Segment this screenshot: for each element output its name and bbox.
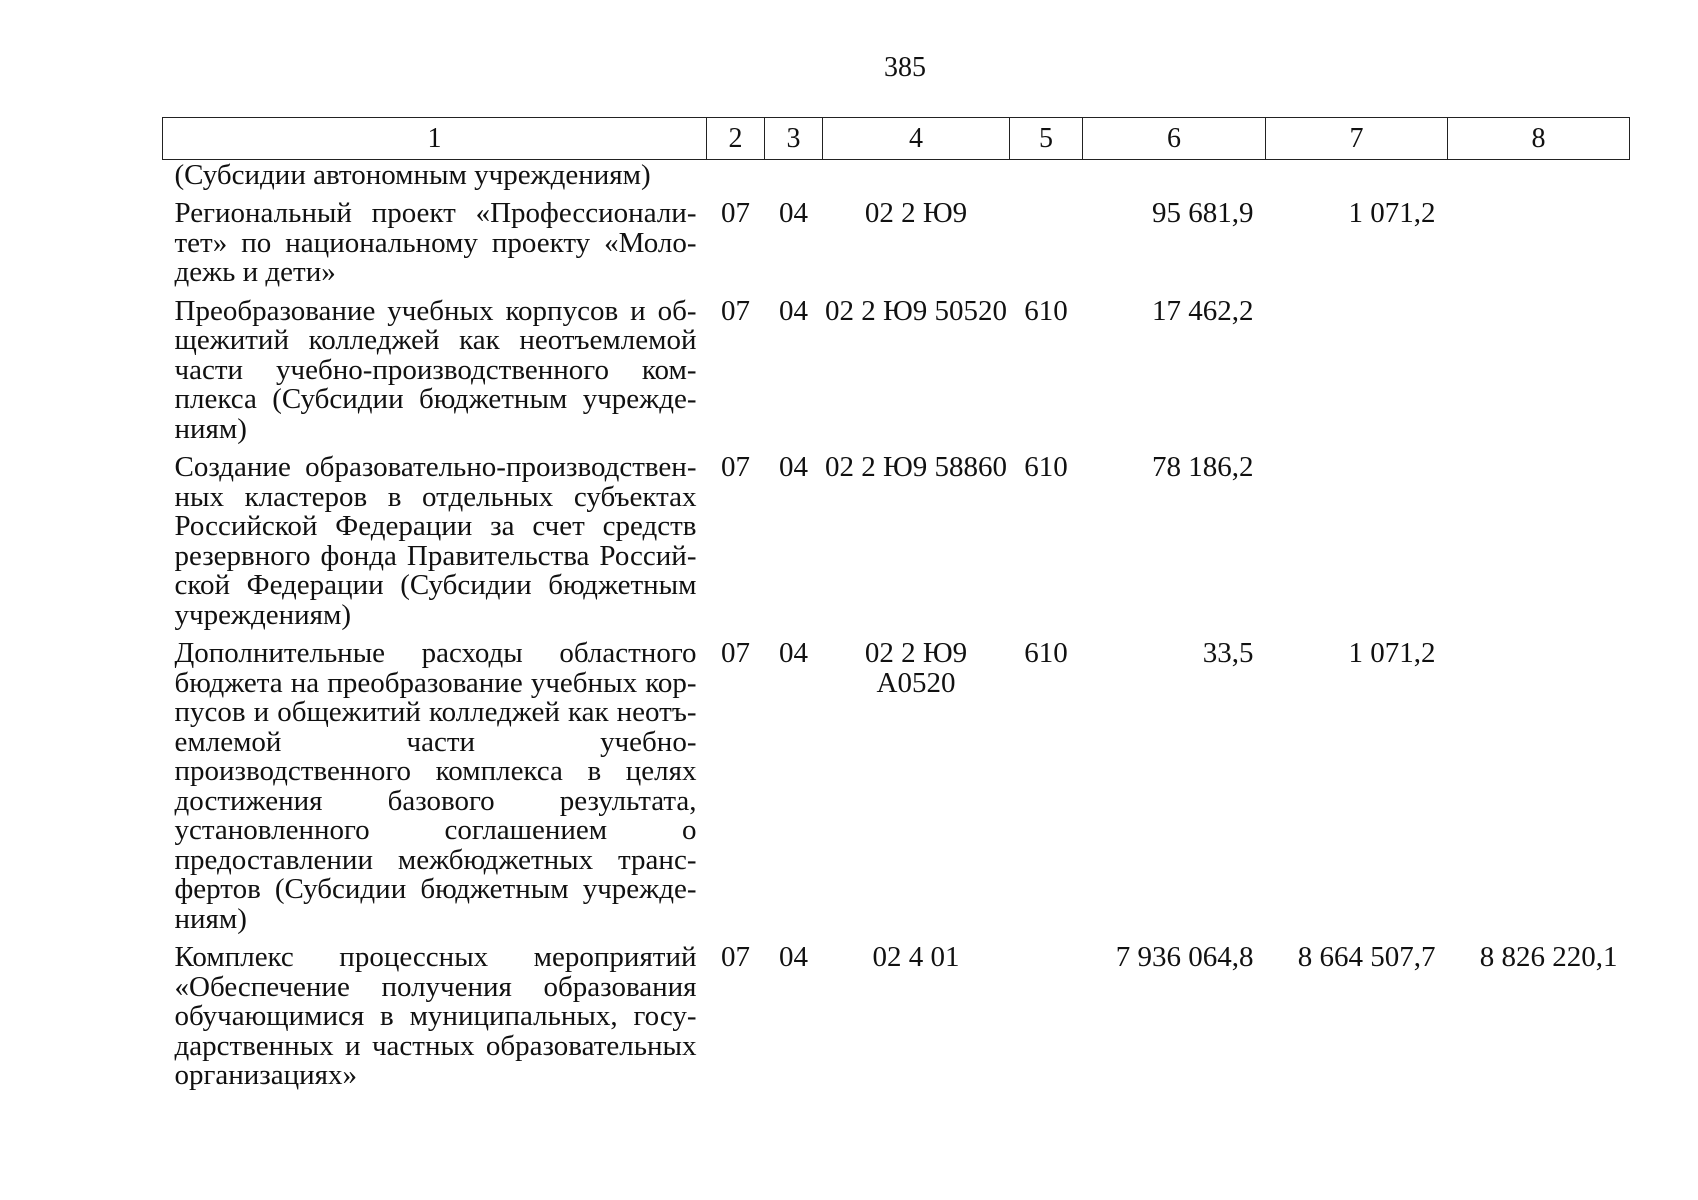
column-header: 7 — [1266, 118, 1448, 160]
cell-section: 07 — [721, 637, 750, 669]
table-row — [163, 639, 1630, 943]
table-row — [163, 943, 1630, 1100]
cell-amount-col8 — [1448, 639, 1630, 943]
cell-amount-col6: 33,5 — [1202, 637, 1254, 669]
cell-subsection: 04 — [779, 294, 808, 327]
cell-amount-col7 — [1266, 453, 1448, 639]
cell-amount-col8 — [1448, 297, 1630, 454]
cell-target-article: 02 2 Ю9 А0520 — [864, 637, 968, 699]
cell-expense-type — [1010, 943, 1083, 1100]
page-number: 385 — [884, 52, 926, 83]
table-header — [163, 118, 1630, 160]
row-name: Дополнительные расходы областного бюджета на преобразование учебных корпусов и общежитий колледжей как неотъемлемой части учебно-производственного комплекса в целях достижения базового результата, установленного соглашением о предоставлении межбюджетных трансфертов (Субсидии бюджетным учреждениям) — [174, 637, 697, 935]
cell-amount-col7 — [1266, 160, 1448, 200]
cell-target-article: 02 4 01 — [872, 941, 960, 973]
cell-target-article: 02 2 Ю9 50520 — [824, 294, 1008, 327]
cell-amount-col7: 8 664 507,7 — [1297, 941, 1436, 973]
cell-section: 07 — [721, 941, 750, 973]
cell-amount-col6: 17 462,2 — [1152, 294, 1254, 327]
budget-table — [162, 117, 1630, 1100]
cell-amount-col6: 7 936 064,8 — [1115, 941, 1254, 973]
row-name: Создание образовательно-производственных кластеров в отдельных субъектах Российской Федерации за счет средств резервного фонда Правительства Российской Федерации (Субсидии бюджетным учреждениям) — [174, 451, 697, 631]
cell-subsection: 04 — [779, 451, 808, 483]
cell-target-article: 02 2 Ю9 58860 — [824, 451, 1008, 483]
cell-amount-col7: 1 071,2 — [1348, 637, 1436, 669]
column-header: 1 — [163, 118, 707, 160]
column-header: 5 — [1010, 118, 1083, 160]
row-name: Комплекс процессных мероприятий «Обеспечение получения образования обучающимися в муниципальных, государственных и частных образовательных организациях» — [174, 941, 697, 1091]
cell-subsection — [765, 160, 823, 200]
cell-subsection: 04 — [779, 637, 808, 669]
row-name: Региональный проект «Профессионалитет» по национальному проекту «Молодежь и дети» — [174, 197, 697, 288]
cell-section: 07 — [721, 197, 750, 229]
cell-amount-col6: 95 681,9 — [1152, 197, 1254, 229]
column-header: 4 — [823, 118, 1010, 160]
table-row — [163, 297, 1630, 454]
cell-amount-col8 — [1448, 453, 1630, 639]
cell-amount-col8 — [1448, 160, 1630, 200]
cell-amount-col8: 8 826 220,1 — [1479, 941, 1618, 973]
cell-expense-type: 610 — [1024, 637, 1068, 669]
cell-amount-col7 — [1266, 297, 1448, 454]
cell-amount-col7: 1 071,2 — [1348, 197, 1436, 229]
cell-amount-col6: 78 186,2 — [1152, 451, 1254, 483]
column-header: 8 — [1448, 118, 1630, 160]
table-row — [163, 453, 1630, 639]
table-row — [163, 160, 1630, 200]
cell-subsection: 04 — [779, 941, 808, 973]
cell-section: 07 — [721, 451, 750, 483]
row-name: Преобразование учебных корпусов и общежитий колледжей как неотъемлемой части учебно-производственного комплекса (Субсидии бюджетным учреждениям) — [174, 294, 697, 445]
column-header: 3 — [765, 118, 823, 160]
cell-target-article — [823, 160, 1010, 200]
row-name: (Субсидии автономным учреждениям) — [174, 159, 651, 191]
cell-expense-type — [1010, 160, 1083, 200]
cell-amount-col8 — [1448, 199, 1630, 297]
cell-expense-type: 610 — [1024, 294, 1068, 327]
cell-section — [707, 160, 765, 200]
column-header: 2 — [707, 118, 765, 160]
cell-amount-col6 — [1083, 160, 1266, 200]
column-header: 6 — [1083, 118, 1266, 160]
table-row — [163, 199, 1630, 297]
cell-target-article: 02 2 Ю9 — [864, 197, 968, 229]
cell-expense-type: 610 — [1024, 451, 1068, 483]
cell-subsection: 04 — [779, 197, 808, 229]
cell-expense-type — [1010, 199, 1083, 297]
cell-section: 07 — [721, 294, 750, 327]
